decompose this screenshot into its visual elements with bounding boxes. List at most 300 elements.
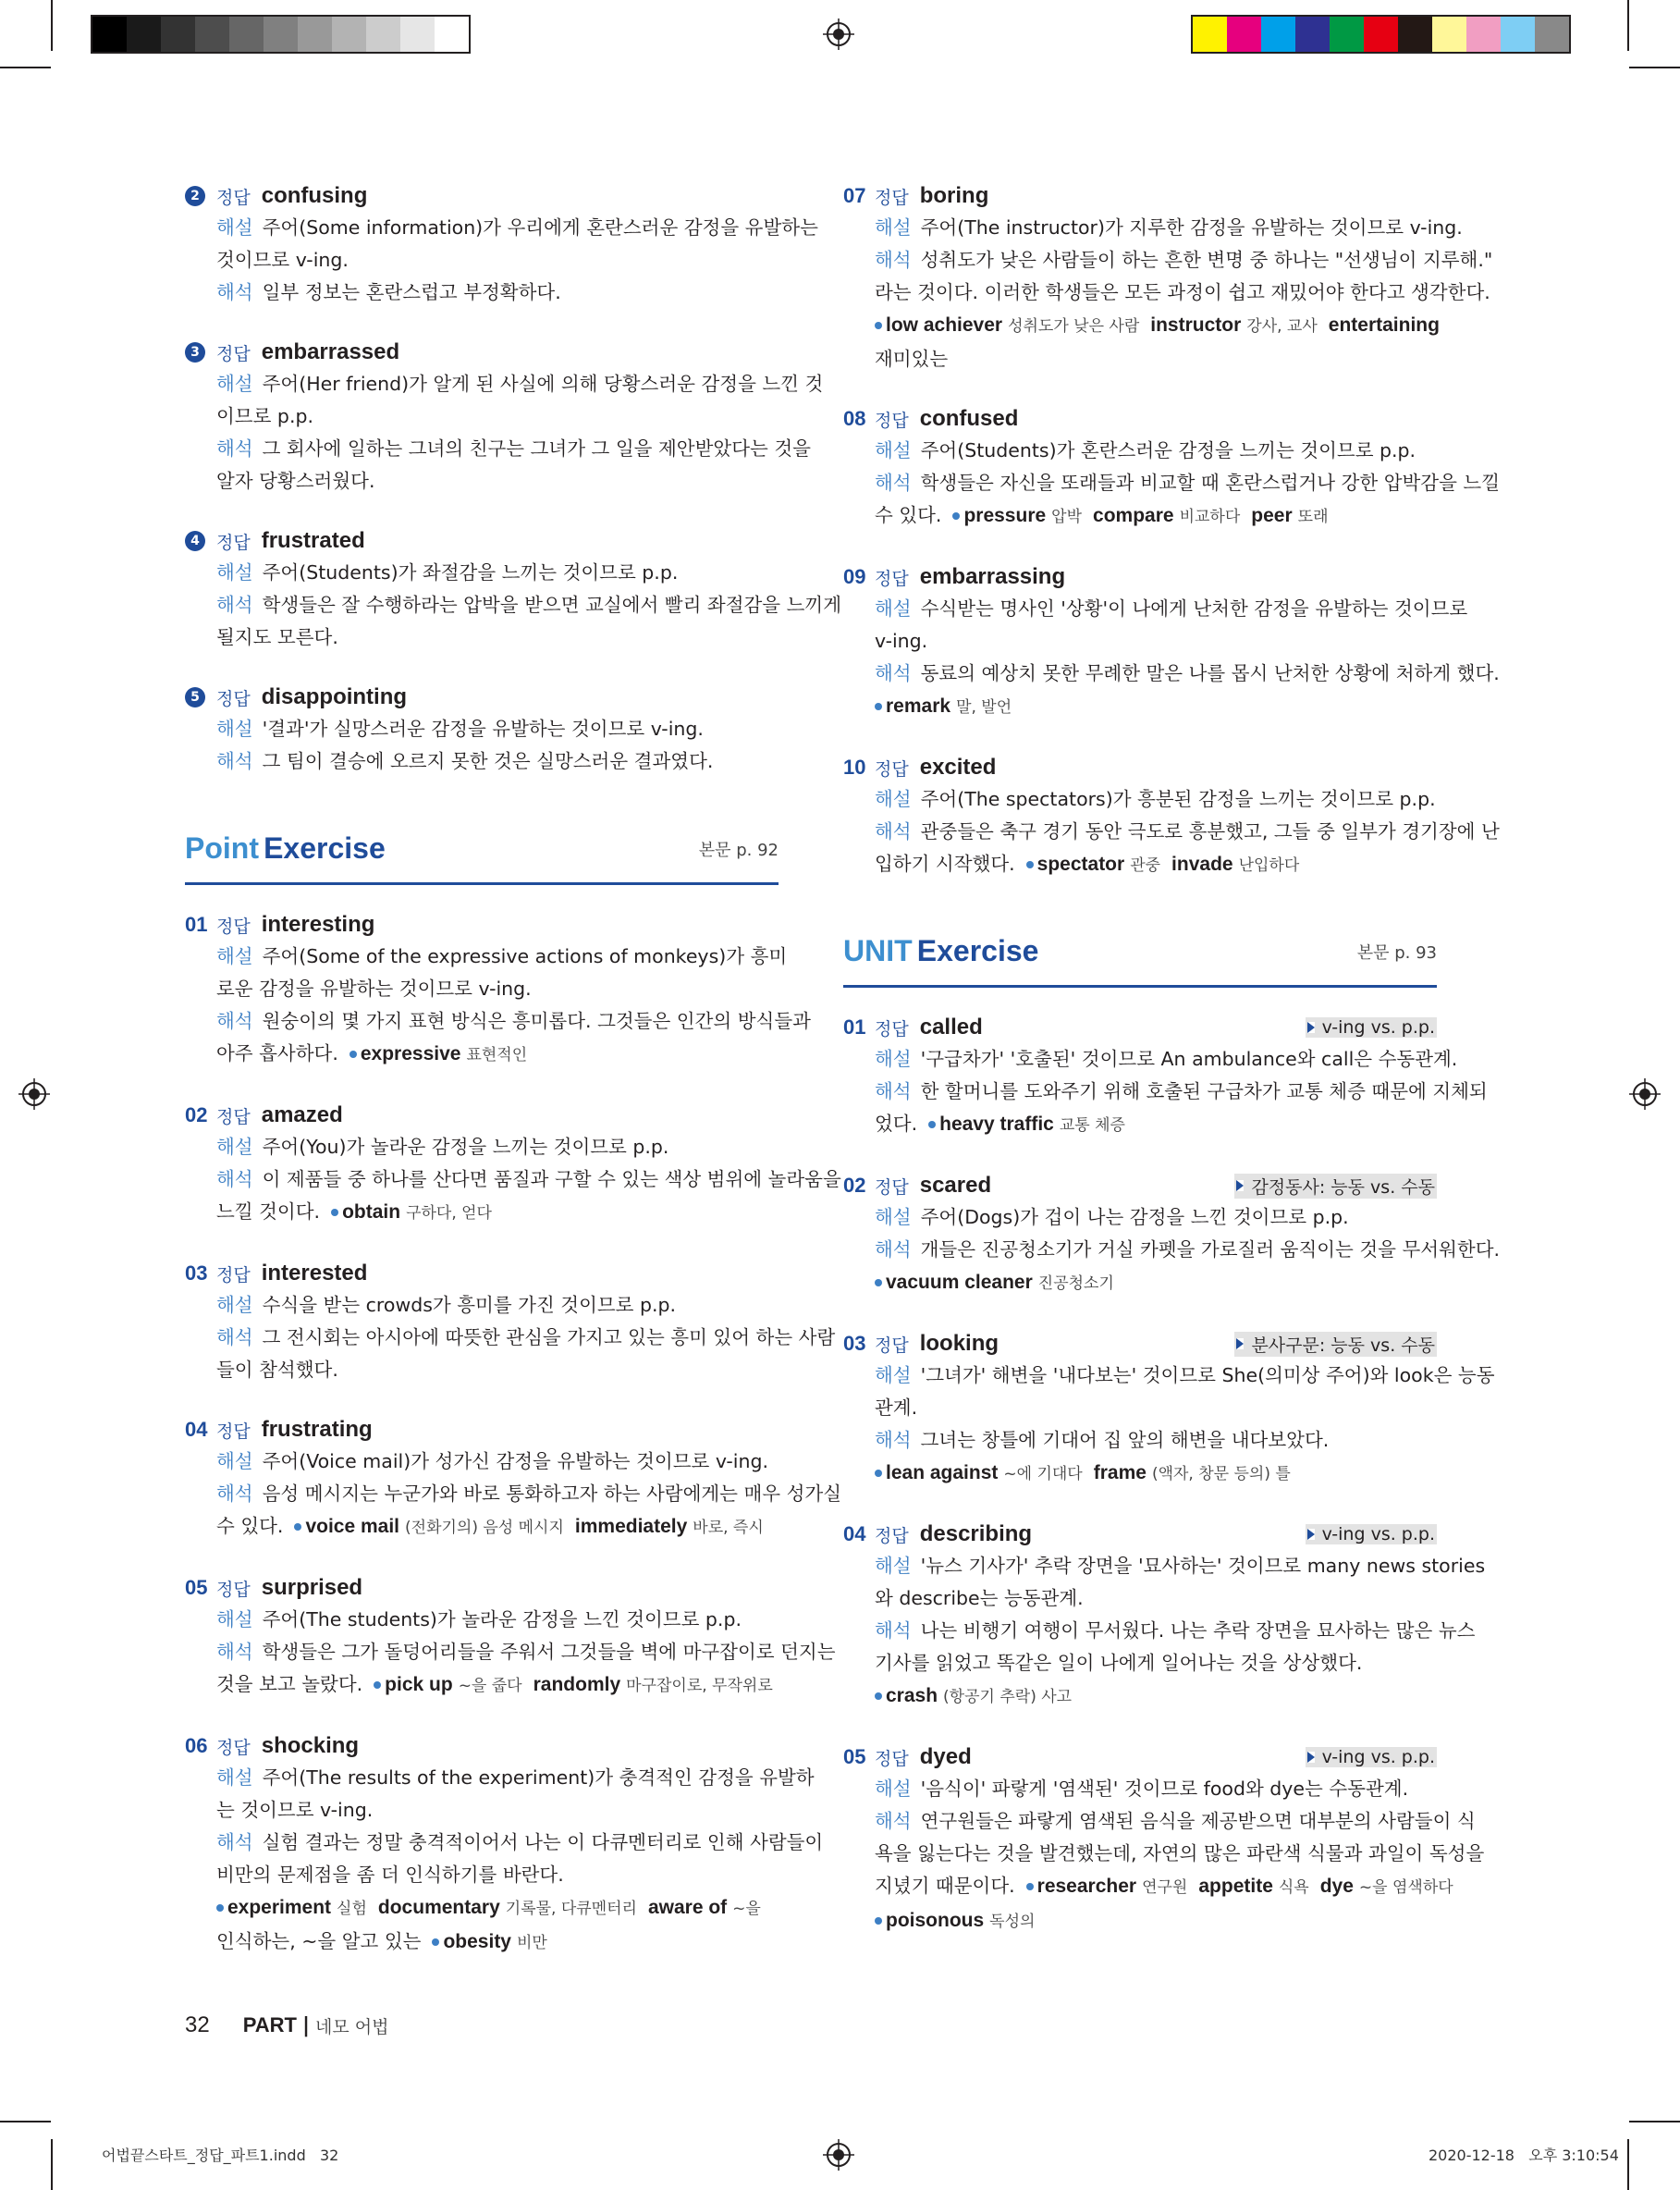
vocab-bullet-icon xyxy=(1026,861,1034,868)
explanation-line xyxy=(216,1668,779,1703)
color-swatch xyxy=(1227,17,1261,52)
line-text: 주어(Some of the expressive actions of monkeys)가 흥미 xyxy=(262,945,788,967)
explanation-line xyxy=(216,1859,779,1891)
answer-word: embarrassing xyxy=(919,564,1066,589)
line-text: 수식을 받는 crowds가 흥미를 가진 것이므로 p.p. xyxy=(262,1294,677,1316)
question-number: 05 xyxy=(843,1745,866,1768)
explanation-line xyxy=(875,848,1437,882)
answer-item xyxy=(185,1414,842,1544)
crop-mark xyxy=(51,2139,53,2190)
vocab-word: crash xyxy=(886,1685,938,1706)
line-text: '그녀가' 해변을 '내다보는' 것이므로 She(의미상 주어)와 look은 능동 xyxy=(920,1364,1495,1386)
question-number: 08 xyxy=(843,407,866,430)
line-label: 해설 xyxy=(216,945,253,967)
question-header xyxy=(843,1741,1437,1773)
line-text: 인식하는, ~을 알고 있는 xyxy=(216,1930,422,1952)
explanation-line xyxy=(216,557,779,589)
vocab-bullet-icon xyxy=(875,1917,882,1925)
line-text: 주어(Voice mail)가 성가신 감정을 유발하는 것이므로 v-ing. xyxy=(262,1450,769,1472)
question-number: 04 xyxy=(185,1418,208,1441)
question-header xyxy=(185,1414,779,1446)
explanation-line xyxy=(216,621,779,654)
explanation-line xyxy=(875,816,1500,848)
color-swatch xyxy=(1501,17,1535,52)
explanation-line xyxy=(875,309,1440,343)
vocab-bullet-icon xyxy=(1026,1883,1034,1890)
line-label: 해석 xyxy=(216,1326,253,1348)
question-header xyxy=(185,682,779,713)
explanation-line xyxy=(875,1904,1437,1938)
line-text: 원숭이의 몇 가지 표현 방식은 흥미롭다. 그것들은 인간의 방식들과 xyxy=(262,1010,811,1032)
line-text: 학생들은 자신을 또래들과 비교할 때 혼란스럽거나 강한 압박감을 느낄 xyxy=(920,472,1501,494)
line-text: 것이므로 v-ing. xyxy=(216,249,349,271)
answer-label: 정답 xyxy=(875,1176,909,1198)
answer-word: embarrassed xyxy=(261,339,400,364)
vocab-word: compare xyxy=(1093,505,1174,526)
explanation-line xyxy=(216,1354,779,1386)
answer-word: confused xyxy=(919,406,1019,431)
vocab-meaning: 연구원 xyxy=(1142,1878,1188,1897)
vocab-meaning: 압박 xyxy=(1051,508,1083,526)
answer-word: dyed xyxy=(919,1744,972,1769)
vocab-bullet-icon xyxy=(875,1470,882,1477)
part-separator: | xyxy=(301,2013,311,2037)
explanation-line xyxy=(875,1360,1495,1392)
explanation-line xyxy=(875,1647,1437,1679)
vocab-meaning: 진공청소기 xyxy=(1037,1274,1114,1293)
color-swatch xyxy=(1295,17,1330,52)
line-text: 나는 비행기 여행이 무서웠다. 나는 추락 장면을 묘사하는 많은 뉴스 xyxy=(920,1619,1476,1642)
question-header xyxy=(185,1100,779,1131)
line-label: 해설 xyxy=(216,1450,253,1472)
color-swatch xyxy=(1330,17,1364,52)
explanation-line xyxy=(216,1131,779,1163)
registration-mark-left xyxy=(18,1078,50,1110)
line-text: 것을 보고 놀랐다. xyxy=(216,1673,363,1695)
explanation-line xyxy=(875,1805,1476,1838)
explanation-line xyxy=(875,783,1437,816)
answer-word: interesting xyxy=(261,912,375,937)
slug-filename: 어법끝스타트_정답_파트1.indd 32 xyxy=(102,2147,339,2164)
line-text: 주어(Dogs)가 겁이 나는 감정을 느낀 것이므로 p.p. xyxy=(920,1206,1349,1228)
explanation-line xyxy=(875,1679,1437,1714)
line-label: 해설 xyxy=(216,718,253,740)
explanation-line xyxy=(875,1076,1488,1108)
explanation-line xyxy=(875,212,1463,244)
line-text: 지녔기 때문이다. xyxy=(875,1875,1015,1897)
explanation-line xyxy=(875,1043,1458,1076)
explanation-line xyxy=(216,1446,779,1478)
color-swatch xyxy=(366,17,400,52)
line-label: 해설 xyxy=(216,1608,253,1630)
explanation-line xyxy=(216,589,842,621)
section-title-b: Exercise xyxy=(264,831,386,865)
question-header xyxy=(185,909,779,941)
vocab-word: remark xyxy=(886,695,951,717)
question-number: 06 xyxy=(185,1734,208,1757)
vocab-word: researcher xyxy=(1036,1876,1137,1897)
line-text: 될지도 모른다. xyxy=(216,626,338,648)
vocab-meaning: 말, 발언 xyxy=(956,698,1012,717)
line-text: 동료의 예상치 못한 무례한 말은 나를 몹시 난처한 상황에 처하게 했다. xyxy=(920,662,1500,684)
answer-word: disappointing xyxy=(261,684,408,709)
line-text: 그 팀이 결승에 오르지 못한 것은 실망스러운 결과였다. xyxy=(262,750,714,772)
vocab-bullet-icon xyxy=(216,1904,224,1912)
question-header xyxy=(185,1730,779,1762)
vocab-word: voice mail xyxy=(305,1516,400,1537)
line-label: 해석 xyxy=(216,1831,253,1853)
vocab-word: invade xyxy=(1171,854,1233,875)
explanation-line xyxy=(875,435,1437,467)
color-swatch xyxy=(264,17,298,52)
answer-label: 정답 xyxy=(216,1106,251,1127)
answer-item xyxy=(185,525,842,654)
line-text: 주어(Her friend)가 알게 된 사실에 의해 당황스러운 감정을 느낀 것 xyxy=(262,373,824,395)
vocab-word: aware of xyxy=(647,1897,728,1918)
answer-word: amazed xyxy=(261,1102,343,1127)
vocab-word: appetite xyxy=(1198,1876,1273,1897)
answer-label: 정답 xyxy=(875,758,909,780)
section-title-a: Point xyxy=(185,831,259,865)
grammar-point-tag: 감정동사: 능동 vs. 수동 xyxy=(1234,1174,1437,1199)
answer-item xyxy=(185,180,818,309)
vocab-word: pick up xyxy=(385,1674,453,1695)
section-header-point-exercise xyxy=(185,831,779,885)
explanation-line xyxy=(216,212,818,244)
part-title: 네모 어법 xyxy=(315,2016,389,2037)
answer-label: 정답 xyxy=(216,532,251,553)
line-label: 해석 xyxy=(216,437,253,460)
question-header xyxy=(185,1258,779,1289)
explanation-line xyxy=(875,277,1490,309)
exercise-answer-list xyxy=(843,1012,1501,1938)
vocab-meaning: ~을 xyxy=(732,1900,761,1918)
line-text: 수식받는 명사인 '상황'이 나에게 난처한 감정을 유발하는 것이므로 xyxy=(920,597,1468,620)
answer-item xyxy=(185,909,811,1072)
vocab-word: expressive xyxy=(360,1043,461,1064)
vocab-word: heavy traffic xyxy=(939,1113,1054,1135)
line-text: 이 제품들 중 하나를 산다면 품질과 구할 수 있는 색상 범위에 놀라움을 xyxy=(262,1168,841,1190)
vocab-word: documentary xyxy=(377,1897,500,1918)
vocab-meaning: 표현적인 xyxy=(466,1046,528,1064)
vocab-meaning: 실험 xyxy=(337,1900,367,1918)
answer-word: boring xyxy=(919,183,989,208)
vocab-word: vacuum cleaner xyxy=(886,1272,1033,1293)
vocab-word: obtain xyxy=(342,1201,401,1223)
line-label: 해설 xyxy=(875,1555,912,1577)
answer-label: 정답 xyxy=(216,187,251,208)
question-header xyxy=(843,1328,1437,1360)
answer-list xyxy=(843,180,1501,882)
color-swatch xyxy=(332,17,366,52)
line-text: 주어(Students)가 혼란스러운 감정을 느끼는 것이므로 p.p. xyxy=(920,439,1416,461)
vocab-meaning: ~에 기대다 xyxy=(1003,1465,1083,1483)
line-label: 해석 xyxy=(216,281,253,303)
question-number: 04 xyxy=(843,1522,866,1545)
line-text: 라는 것이다. 이러한 학생들은 모든 과정이 쉽고 재밌어야 한다고 생각한다. xyxy=(875,281,1490,303)
answer-label: 정답 xyxy=(216,343,251,364)
answer-word: interested xyxy=(261,1261,368,1286)
line-label: 해설 xyxy=(875,216,912,239)
line-text: 그 전시회는 아시아에 따뜻한 관심을 가지고 있는 흥미 있어 하는 사람 xyxy=(262,1326,836,1348)
line-text: 아주 흡사하다. xyxy=(216,1042,338,1064)
answer-list xyxy=(185,180,842,778)
line-text: '뉴스 기사가' 추락 장면을 '묘사하는' 것이므로 many news stories xyxy=(920,1555,1486,1577)
line-label: 해석 xyxy=(875,820,912,843)
color-swatch xyxy=(229,17,264,52)
vocab-meaning: 교통 체증 xyxy=(1059,1116,1125,1135)
vocab-meaning: 구하다, 얻다 xyxy=(406,1204,492,1223)
question-number: 4 xyxy=(185,531,205,551)
explanation-line xyxy=(216,1762,815,1794)
vocab-bullet-icon xyxy=(875,1692,882,1700)
line-text: 연구원들은 파랗게 염색된 음식을 제공받으면 대부분의 사람들이 식 xyxy=(920,1810,1476,1832)
line-text: v-ing. xyxy=(875,630,928,652)
line-text: '구급차가' '호출된' 것이므로 An ambulance와 call은 수동관계. xyxy=(920,1048,1458,1070)
question-number: 01 xyxy=(185,913,208,936)
explanation-line xyxy=(216,941,788,973)
vocab-word: poisonous xyxy=(886,1910,985,1931)
explanation-line xyxy=(875,1773,1437,1805)
exercise-answer-list xyxy=(185,909,842,1960)
explanation-line xyxy=(875,343,1437,375)
question-number: 01 xyxy=(843,1015,866,1039)
explanation-line xyxy=(216,1289,779,1322)
question-header xyxy=(843,403,1437,435)
crop-mark xyxy=(0,67,51,68)
color-swatch xyxy=(92,17,127,52)
line-label: 해석 xyxy=(216,594,253,616)
explanation-line xyxy=(216,1604,779,1636)
crop-mark xyxy=(1629,2121,1680,2122)
line-label: 해설 xyxy=(216,1294,253,1316)
line-text: 주어(The students)가 놀라운 감정을 느낀 것이므로 p.p. xyxy=(262,1608,742,1630)
vocab-word: low achiever xyxy=(886,314,1003,336)
line-label: 해설 xyxy=(875,788,912,810)
line-text: 실험 결과는 정말 충격적이어서 나는 이 다큐멘터리로 인해 사람들이 xyxy=(262,1831,824,1853)
question-number: 03 xyxy=(185,1261,208,1285)
line-text: 그녀는 창틀에 기대어 집 앞의 해변을 내다보았다. xyxy=(920,1429,1330,1451)
vocab-meaning: 성취도가 낮은 사람 xyxy=(1008,317,1140,336)
vocab-word: instructor xyxy=(1150,314,1242,336)
answer-label: 정답 xyxy=(875,568,909,589)
registration-mark-top xyxy=(823,18,854,50)
line-label: 해석 xyxy=(875,249,912,271)
color-swatch xyxy=(1364,17,1398,52)
vocab-word: randomly xyxy=(533,1674,621,1695)
vocab-meaning: ~을 줍다 xyxy=(458,1677,522,1695)
explanation-line xyxy=(875,690,1437,724)
line-label: 해설 xyxy=(875,1778,912,1800)
answer-word: scared xyxy=(919,1173,992,1198)
line-text: 들이 참석했다. xyxy=(216,1359,338,1381)
vocab-word: frame xyxy=(1093,1462,1147,1483)
answer-item xyxy=(185,1572,836,1703)
explanation-line xyxy=(216,368,824,400)
line-text: 알자 당황스러웠다. xyxy=(216,470,375,492)
left-column xyxy=(185,180,842,1987)
color-swatch xyxy=(161,17,195,52)
answer-item xyxy=(843,752,1500,882)
number-wrap xyxy=(185,186,216,206)
explanation-line xyxy=(875,658,1500,690)
line-label: 해석 xyxy=(875,1429,912,1451)
explanation-line xyxy=(216,1636,836,1668)
answer-item xyxy=(843,1741,1485,1938)
line-text: 음성 메시지는 누군가와 바로 통화하고자 하는 사람에게는 매우 성가실 xyxy=(262,1483,842,1505)
question-header xyxy=(843,561,1437,593)
number-wrap xyxy=(185,531,216,551)
answer-item xyxy=(843,180,1493,375)
vocab-word: dye xyxy=(1319,1876,1354,1897)
explanation-line xyxy=(875,1424,1437,1457)
vocab-meaning: (액자, 창문 등의) 틀 xyxy=(1151,1465,1291,1483)
grammar-point-tag: 분사구문: 능동 vs. 수동 xyxy=(1234,1332,1437,1357)
explanation-line xyxy=(875,1582,1437,1615)
color-swatch xyxy=(1432,17,1466,52)
line-text: 성취도가 낮은 사람들이 하는 흔한 변명 중 하나는 "선생님이 지루해." xyxy=(920,249,1493,271)
answer-label: 정답 xyxy=(875,410,909,431)
explanation-line xyxy=(216,244,779,277)
vocab-word: immediately xyxy=(574,1516,688,1537)
line-label: 해석 xyxy=(875,472,912,494)
slug-date: 2020-12-18 오후 3:10:54 xyxy=(1429,2147,1619,2164)
grammar-point-tag: v-ing vs. p.p. xyxy=(1306,1747,1437,1767)
question-header xyxy=(843,1170,1437,1201)
explanation-line xyxy=(875,1615,1476,1647)
answer-word: shocking xyxy=(261,1733,360,1758)
vocab-word: experiment xyxy=(227,1897,332,1918)
answer-label: 정답 xyxy=(216,688,251,709)
answer-word: surprised xyxy=(261,1575,363,1600)
answer-label: 정답 xyxy=(216,1737,251,1758)
page-reference: 본문 p. 93 xyxy=(1356,943,1437,963)
line-label: 해설 xyxy=(216,373,253,395)
line-text: 주어(Students)가 좌절감을 느끼는 것이므로 p.p. xyxy=(262,561,679,584)
explanation-line xyxy=(875,1870,1453,1904)
vocab-word: spectator xyxy=(1036,854,1125,875)
line-text: 주어(You)가 놀라운 감정을 느끼는 것이므로 p.p. xyxy=(262,1136,669,1158)
section-title-a: UNIT xyxy=(843,934,913,967)
explanation-line xyxy=(216,1038,779,1072)
line-text: 욕을 잃는다는 것을 발견했는데, 자연의 많은 파란색 식물과 과일이 독성을 xyxy=(875,1842,1485,1864)
answer-item xyxy=(185,1100,841,1230)
vocab-meaning: (항공기 추락) 사고 xyxy=(943,1688,1073,1706)
line-text: 학생들은 잘 수행하라는 압박을 받으면 교실에서 빨리 좌절감을 느끼게 xyxy=(262,594,842,616)
explanation-line xyxy=(216,973,779,1005)
line-label: 해석 xyxy=(216,750,253,772)
vocab-meaning: ~을 염색하다 xyxy=(1358,1878,1453,1897)
vocab-meaning: 난입하다 xyxy=(1238,856,1300,875)
vocab-bullet-icon xyxy=(374,1681,381,1689)
explanation-line xyxy=(216,1510,779,1544)
vocab-word: peer xyxy=(1251,505,1293,526)
answer-label: 정답 xyxy=(875,1335,909,1356)
answer-item xyxy=(843,1328,1495,1491)
vocab-meaning: 비교하다 xyxy=(1179,508,1241,526)
explanation-line xyxy=(875,625,1437,658)
explanation-line xyxy=(875,1550,1486,1582)
answer-label: 정답 xyxy=(216,1264,251,1286)
explanation-line xyxy=(216,1196,779,1230)
question-header xyxy=(843,180,1437,212)
question-header xyxy=(185,180,779,212)
question-header xyxy=(185,1572,779,1604)
explanation-line xyxy=(216,1925,779,1960)
line-label: 해설 xyxy=(216,1766,253,1789)
vocab-word: lean against xyxy=(886,1462,999,1483)
part-label: PART xyxy=(242,2013,297,2036)
page-reference: 본문 p. 92 xyxy=(698,841,779,860)
color-swatch xyxy=(1398,17,1432,52)
vocab-bullet-icon xyxy=(928,1121,936,1128)
registration-mark-bottom xyxy=(823,2139,854,2171)
line-label: 해석 xyxy=(875,1080,912,1102)
page-number: 32 xyxy=(185,2012,210,2037)
color-swatch xyxy=(127,17,161,52)
explanation-line xyxy=(216,277,779,309)
explanation-line xyxy=(216,1891,779,1925)
line-text: 입하기 시작했다. xyxy=(875,853,1015,875)
explanation-line xyxy=(216,433,811,465)
line-text: 관계. xyxy=(875,1396,918,1419)
question-header xyxy=(185,337,779,368)
answer-word: confusing xyxy=(261,183,368,208)
explanation-line xyxy=(875,1234,1501,1266)
line-text: 주어(The results of the experiment)가 충격적인 감정을 유발하 xyxy=(262,1766,815,1789)
answer-word: looking xyxy=(919,1331,999,1356)
explanation-line xyxy=(216,1478,842,1510)
color-swatch xyxy=(298,17,332,52)
explanation-line xyxy=(875,593,1468,625)
answer-word: excited xyxy=(919,755,997,780)
crop-mark xyxy=(1629,67,1680,68)
line-text: '결과'가 실망스러운 감정을 유발하는 것이므로 v-ing. xyxy=(262,718,704,740)
vocab-meaning: 기록물, 다큐멘터리 xyxy=(505,1900,637,1918)
vocab-meaning: 또래 xyxy=(1297,508,1329,526)
line-text: 수 있다. xyxy=(875,504,942,526)
question-number: 05 xyxy=(185,1576,208,1599)
grammar-point-tag: v-ing vs. p.p. xyxy=(1306,1017,1437,1038)
vocab-meaning: 강사, 교사 xyxy=(1246,317,1318,336)
crop-mark xyxy=(0,2121,51,2122)
answer-word: describing xyxy=(919,1521,1033,1546)
registration-mark-right xyxy=(1629,1078,1661,1110)
line-label: 해석 xyxy=(875,1238,912,1261)
explanation-line xyxy=(875,244,1493,277)
line-text: 일부 정보는 혼란스럽고 부정확하다. xyxy=(262,281,561,303)
line-label: 해설 xyxy=(875,1364,912,1386)
answer-item xyxy=(185,682,779,778)
answer-label: 정답 xyxy=(875,1748,909,1769)
vocab-word: pressure xyxy=(963,505,1047,526)
explanation-line xyxy=(216,1163,841,1196)
vocab-bullet-icon xyxy=(875,703,882,710)
number-wrap xyxy=(185,687,216,707)
explanation-line xyxy=(875,1838,1485,1870)
answer-word: frustrating xyxy=(261,1417,373,1442)
explanation-line xyxy=(875,1201,1437,1234)
vocab-bullet-icon xyxy=(294,1523,301,1531)
line-text: 관중들은 축구 경기 동안 극도로 흥분했고, 그들 중 일부가 경기장에 난 xyxy=(920,820,1500,843)
answer-item xyxy=(185,337,824,498)
explanation-line xyxy=(216,1005,811,1038)
line-label: 해석 xyxy=(875,1810,912,1832)
grayscale-color-bar xyxy=(91,15,471,54)
vocab-meaning: 바로, 즉시 xyxy=(693,1519,764,1537)
vocab-bullet-icon xyxy=(331,1209,338,1216)
line-label: 해설 xyxy=(216,216,253,239)
